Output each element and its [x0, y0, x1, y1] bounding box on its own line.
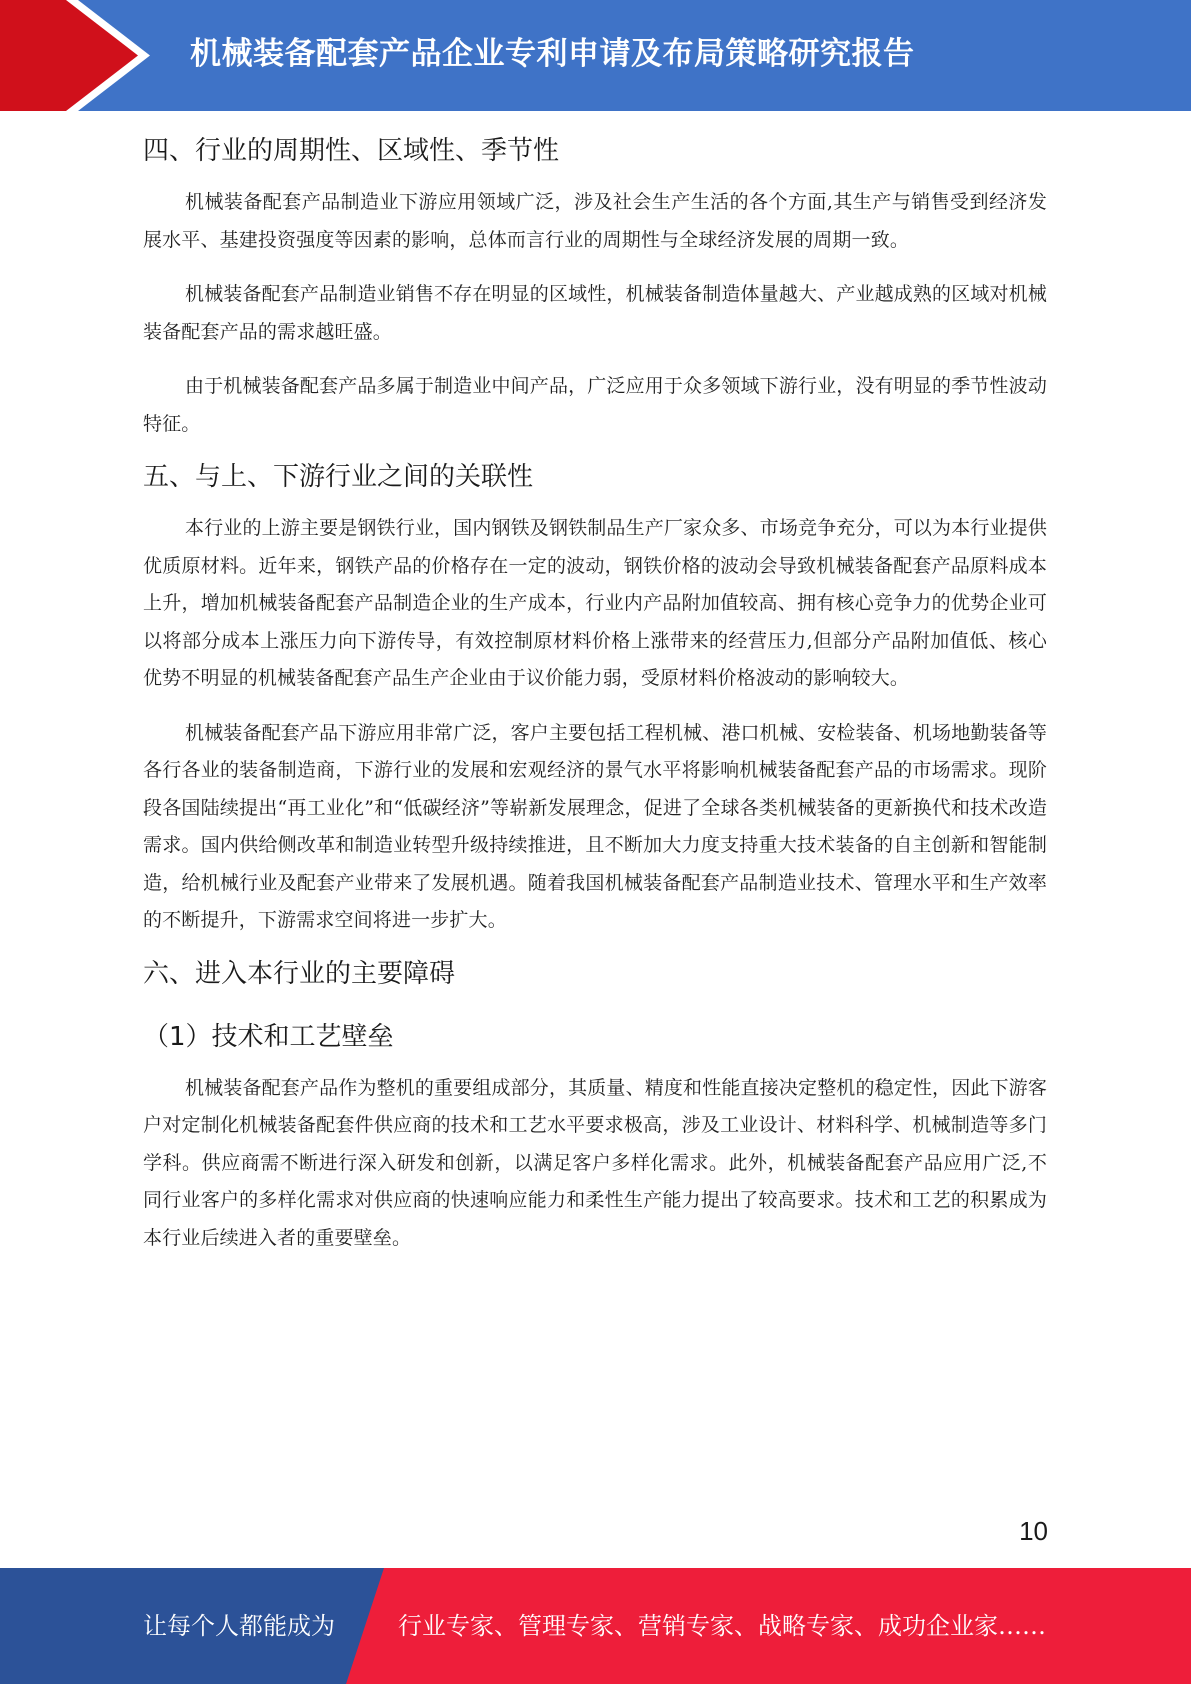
paragraph: 本行业的上游主要是钢铁行业，国内钢铁及钢铁制品生产厂家众多、市场竞争充分，可以为本行业提供优质原材料。近年来，钢铁产品的价格存在一定的波动，钢铁价格的波动会导致机械装备配套产品原料成本上升，增加机械装备配套产品制造企业的生产成本，行业内产品附加值较高、拥有核心竞争力的优势企业可以将部分成本上涨压力向下游传导，有效控制原材料价格上涨带来的经营压力,但部分产品附加值低、核心优势不明显的机械装备配套产品生产企业由于议价能力弱，受原材料价格波动的影响较大。	[143, 517, 1047, 689]
paragraph: 机械装备配套产品作为整机的重要组成部分，其质量、精度和性能直接决定整机的稳定性，因此下游客户对定制化机械装备配套件供应商的技术和工艺水平要求极高，涉及工业设计、材料科学、机械制造等多门学科。供应商需不断进行深入研发和创新，以满足客户多样化需求。此外，机械装备配套产品应用广泛,不同行业客户的多样化需求对供应商的快速响应能力和柔性生产能力提出了较高要求。技术和工艺的积累成为本行业后续进入者的重要壁垒。	[143, 1076, 1047, 1249]
section-heading-cyclicality: 四、行业的周期性、区域性、季节性	[143, 136, 560, 166]
footer-slogan-right: 行业专家、管理专家、营销专家、战略专家、成功企业家……	[398, 1612, 1046, 1640]
paragraph: 由于机械装备配套产品多属于制造业中间产品，广泛应用于众多领域下游行业，没有明显的季节性波动特征。	[143, 375, 1047, 435]
page-header	[0, 0, 1191, 111]
header-chevron-decoration	[0, 0, 160, 111]
paragraph: 机械装备配套产品制造业销售不存在明显的区域性，机械装备制造体量越大、产业越成熟的区域对机械装备配套产品的需求越旺盛。	[143, 283, 1047, 343]
footer-slogan-left: 让每个人都能成为	[143, 1612, 335, 1640]
header-chevron-red	[0, 0, 138, 111]
page-number: 10	[1019, 1516, 1048, 1546]
report-title: 机械装备配套产品企业专利申请及布局策略研究报告	[190, 36, 915, 72]
paragraph: 机械装备配套产品下游应用非常广泛，客户主要包括工程机械、港口机械、安检装备、机场地勤装备等各行各业的装备制造商，下游行业的发展和宏观经济的景气水平将影响机械装备配套产品的市场需求。现阶段各国陆续提出“再工业化”和“低碳经济”等崭新发展理念，促进了全球各类机械装备的更新换代和技术改造需求。国内供给侧改革和制造业转型升级持续推进，且不断加大力度支持重大技术装备的自主创新和智能制造，给机械行业及配套产业带来了发展机遇。随着我国机械装备配套产品制造业技术、管理水平和生产效率的不断提升，下游需求空间将进一步扩大。	[143, 721, 1047, 931]
subsection-heading-technology-barrier: （1）技术和工艺壁垒	[143, 1021, 394, 1052]
page-footer	[0, 1568, 1191, 1684]
paragraph: 机械装备配套产品制造业下游应用领域广泛，涉及社会生产生活的各个方面,其生产与销售受到经济发展水平、基建投资强度等因素的影响，总体而言行业的周期性与全球经济发展的周期一致。	[143, 191, 1047, 251]
section-heading-upstream-downstream: 五、与上、下游行业之间的关联性	[143, 462, 534, 492]
document-body	[143, 128, 1047, 1257]
section-heading-entry-barriers: 六、进入本行业的主要障碍	[143, 958, 456, 989]
